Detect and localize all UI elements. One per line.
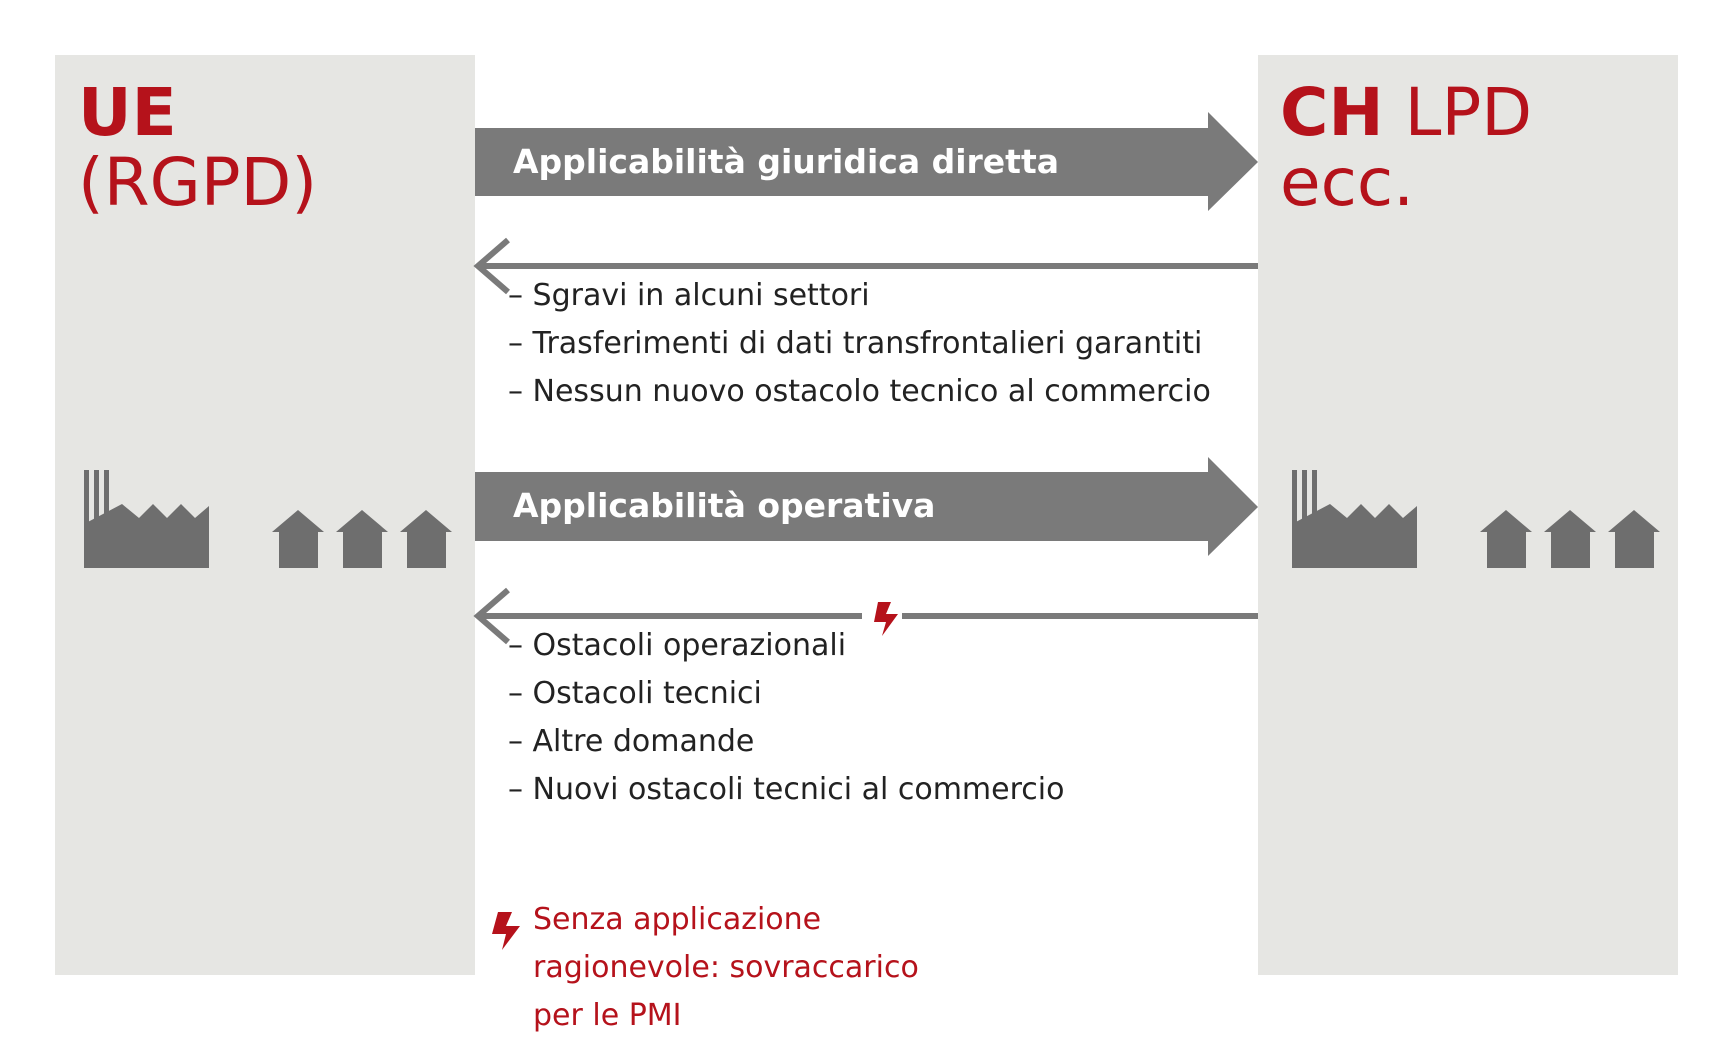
note-line: ragionevole: sovraccarico <box>533 950 919 985</box>
note-line: Senza applicazione <box>533 902 822 937</box>
eu-title <box>78 74 318 221</box>
arrow-label-operational: Applicabilità operativa <box>513 486 936 525</box>
arrow-label-legal: Applicabilità giuridica diretta <box>513 142 1059 181</box>
note-line: per le PMI <box>533 998 682 1033</box>
houses-icon <box>272 510 452 568</box>
list-item: – Trasferimenti di dati transfrontalieri garantiti <box>508 326 1203 361</box>
list-item: – Ostacoli tecnici <box>508 676 762 711</box>
eu-title-bold: UE <box>78 74 177 151</box>
list-item: – Sgravi in alcuni settori <box>508 278 870 313</box>
ch-title <box>1280 74 1533 221</box>
list-item: – Altre domande <box>508 724 755 759</box>
sme-burden-note <box>533 896 953 1040</box>
list-item: – Nuovi ostacoli tecnici al commercio <box>508 772 1065 807</box>
houses-icon <box>1480 510 1660 568</box>
ch-title-bold: CH <box>1280 74 1384 151</box>
list-item: – Ostacoli operazionali <box>508 628 847 663</box>
list-item: – Nessun nuovo ostacolo tecnico al commercio <box>508 374 1211 409</box>
factory-icon <box>84 470 209 568</box>
obstacles-list <box>508 622 1064 814</box>
ch-title-regular: LPD <box>1404 74 1533 151</box>
lightning-icon <box>492 912 520 950</box>
benefits-list <box>508 272 1211 416</box>
ch-title-regular-2: ecc. <box>1280 144 1415 221</box>
factory-icon <box>1292 470 1417 568</box>
eu-title-regular: (RGPD) <box>78 144 318 221</box>
